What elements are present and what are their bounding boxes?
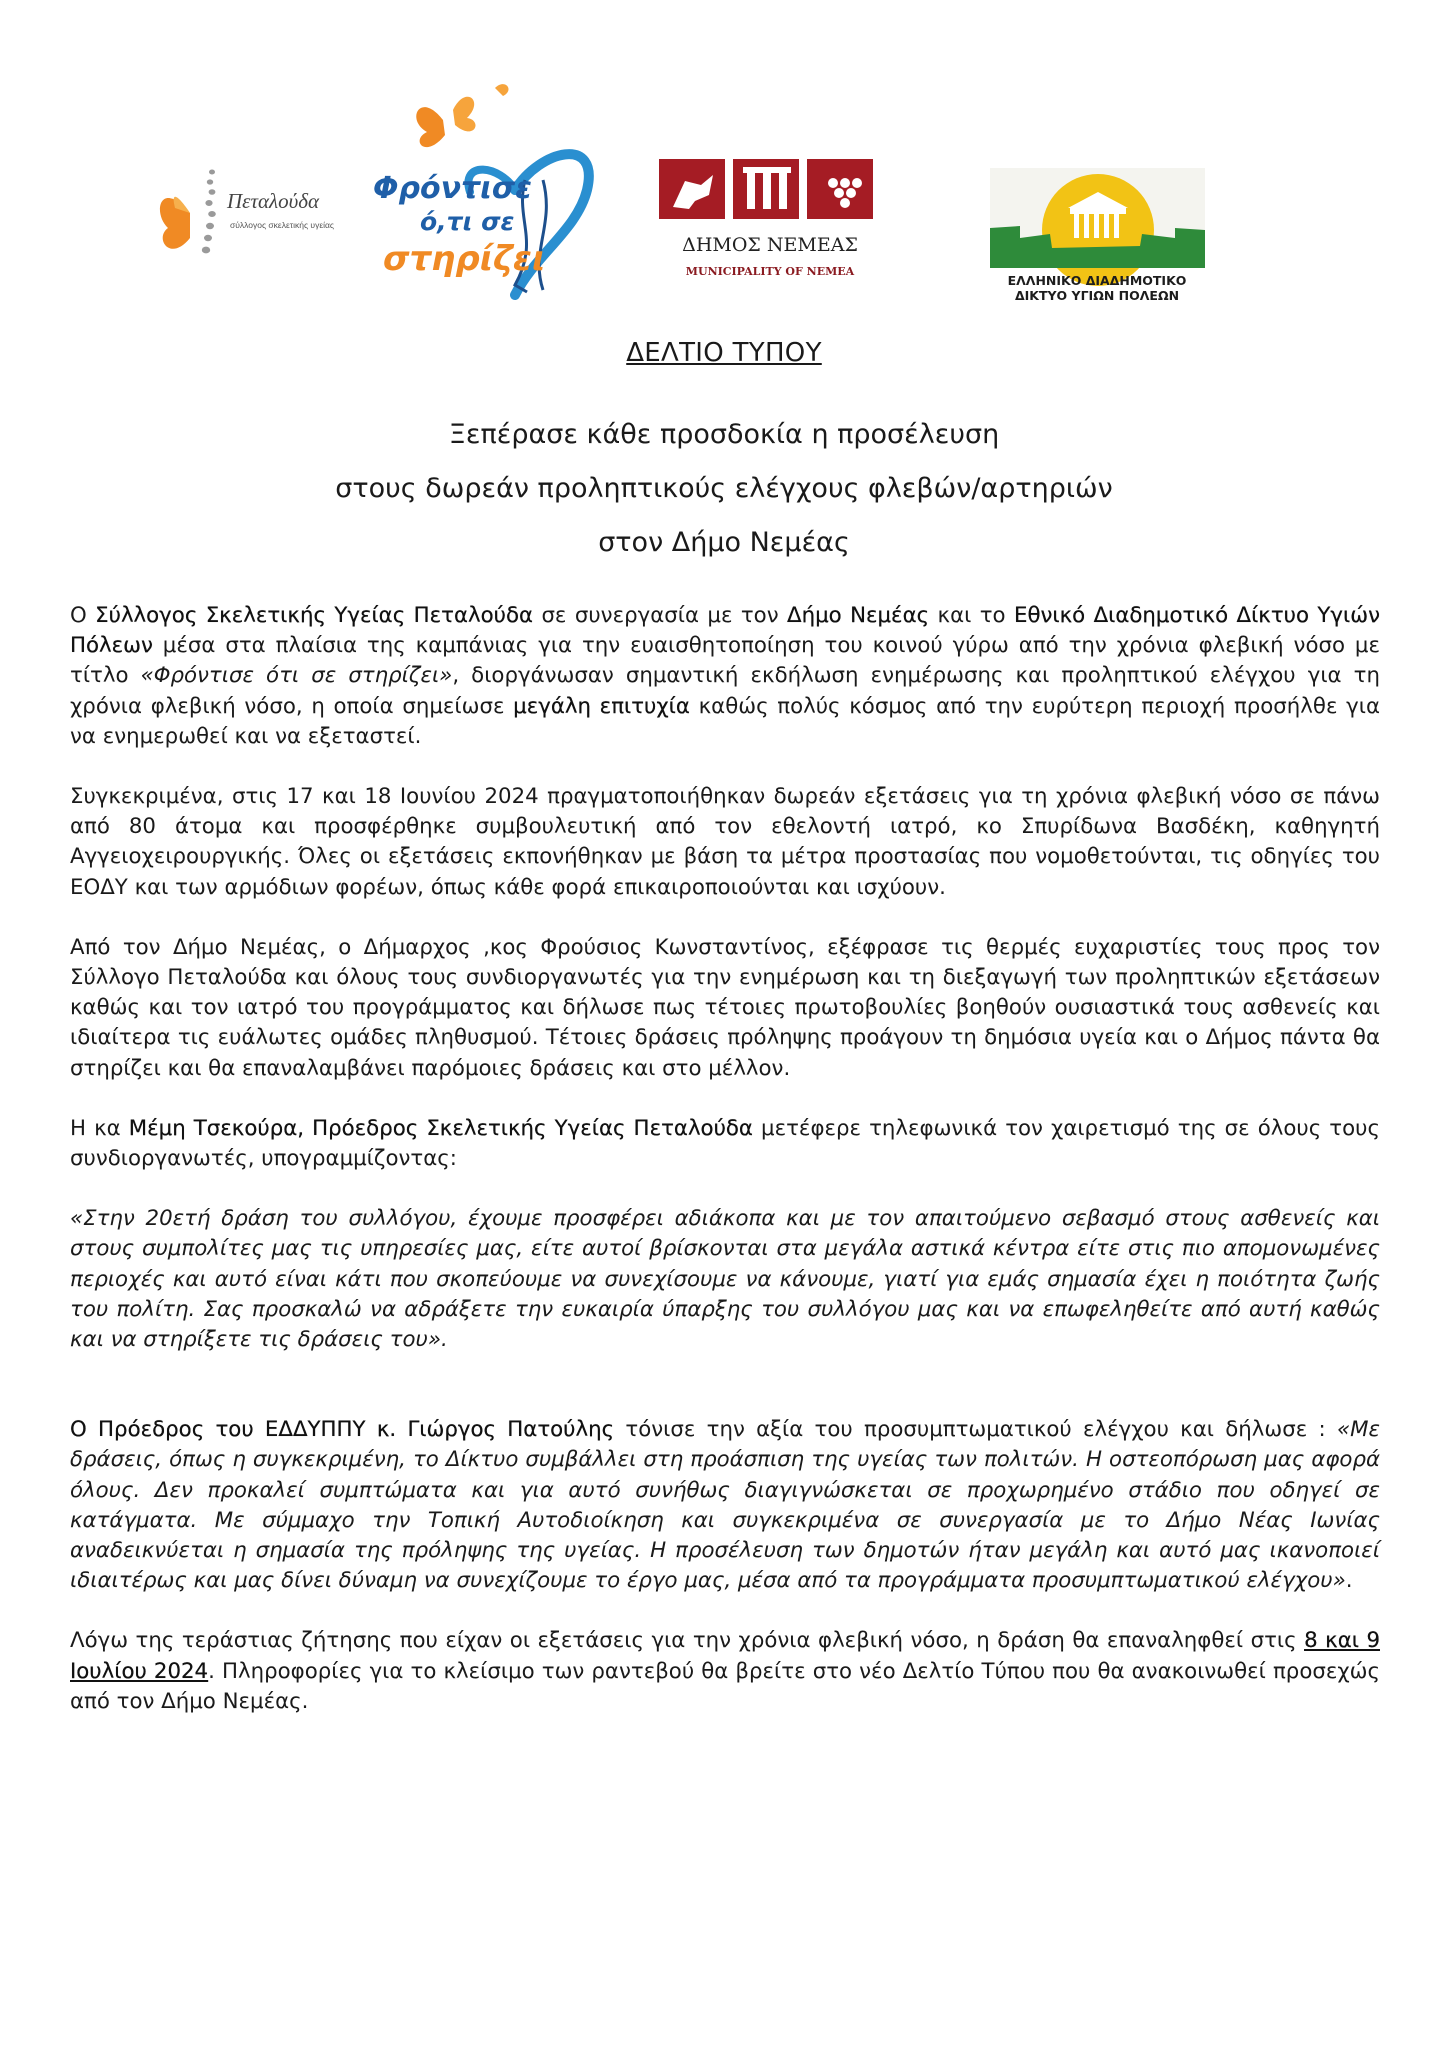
text-run: Λόγω της τεράστιας ζήτησης που είχαν οι εξετάσεις για την χρόνια φλεβική νόσο, η δράση θα επαναληφθεί στις <box>70 1628 1305 1654</box>
municipality-nemea-logo <box>655 155 885 287</box>
headline-line-3: στον Δήμο Νεμέας <box>598 527 850 558</box>
svg-text:Πεταλούδα: Πεταλούδα <box>227 189 319 213</box>
svg-text:ΔΗΜΟΣ ΝΕΜΕΑΣ: ΔΗΜΟΣ ΝΕΜΕΑΣ <box>682 234 858 256</box>
text-run: τόνισε την αξία του προσυμπτωματικού ελέγχου και δήλωσε : <box>614 1417 1337 1443</box>
paragraph-intro <box>70 601 1380 752</box>
org-name-nemea: Δήμο Νεμέας <box>787 603 930 628</box>
svg-text:ΔΙΚΤΥΟ ΥΓΙΩΝ ΠΟΛΕΩΝ: ΔΙΚΤΥΟ ΥΓΙΩΝ ΠΟΛΕΩΝ <box>1014 288 1180 303</box>
text-run: μέσα στα πλαίσια της καμπάνιας για την ευαισθητοποίηση του κοινού γύρω από την χρόνια φλεβική νόσο με τίτλο <box>70 633 1380 689</box>
text-run: Ο <box>70 603 96 628</box>
text-run: και το <box>929 603 1014 628</box>
text-run: . <box>1345 1568 1353 1594</box>
logo-strip <box>0 0 1448 320</box>
svg-text:στηρίζει: στηρίζει <box>383 239 546 279</box>
svg-text:ό,τι σε: ό,τι σε <box>420 207 515 236</box>
paragraph-quote: «Στην 20ετή δράση του συλλόγου, έχουμε προσφέρει αδιάκοπα και με τον απαιτούμενο σεβασμό στους ασθενείς και στους συμπολίτες μας τις υπηρεσίες μας, είτε αυτοί βρίσκονται στα μεγάλα αστικά κέντρα είτε στις πιο απομονωμένες περιοχές και αυτό είναι κάτι που σκοπεύουμε να συνεχίσουμε να κάνουμε, γιατί για εμάς σημασία έχει η ποιότητα ζωής του πολίτη. Σας προσκαλώ να αδράξετε την ευκαιρία ύπαρξης του συλλόγου μας και να επωφεληθείτε από αυτή καθώς και να στηρίξετε τις δράσεις του». <box>70 1206 1380 1353</box>
press-release-body <box>70 601 1380 1717</box>
frontise-campaign-logo <box>365 80 605 305</box>
org-name-network: Εθνικό Διαδημοτικό Δίκτυο Υγιών Πόλεων <box>70 603 1380 659</box>
text-run: . Πληροφορίες για το κλείσιμο των ραντεβού θα βρείτε στο νέο Δελτίο Τύπου που θα ανακοινωθεί προσεχώς από τον Δήμο Νεμέας. <box>70 1658 1380 1714</box>
headline-line-2: στους δωρεάν προληπτικούς ελέγχους φλεβών/αρτηριών <box>335 473 1113 504</box>
svg-text:σύλλογος σκελετικής υγείας: σύλλογος σκελετικής υγείας <box>230 220 335 230</box>
text-run: μετέφερε τηλεφωνικά τον χαιρετισμό της σε όλους τους συνδιοργανωτές, υπογραμμίζοντας: <box>70 1115 1380 1172</box>
text-run: Η κα <box>70 1115 129 1141</box>
event-dates: 8 και 9 Ιουλίου 2024 <box>70 1628 1380 1684</box>
paragraph-president-intro <box>70 1114 1380 1174</box>
text-run: , διοργάνωσαν σημαντική εκδήλωση ενημέρωσης και προληπτικού ελέγχου για τη χρόνια φλεβική νόσο, η οποία σημείωσε <box>70 663 1380 719</box>
paragraph-mayor: Από τον Δήμο Νεμέας, ο Δήμαρχος ,κος Φρούσιος Κωνσταντίνος, εξέφρασε τις θερμές ευχαριστίες τους προς τον Σύλλογο Πεταλούδα και όλους τους συνδιοργανωτές για την ενημέρωση και τη διεξαγωγή των προληπτικών εξετάσεων καθώς και τον ιατρό του προγράμματος και δήλωσε πως τέτοιες πρωτοβουλίες βοηθούν ουσιαστικά τους ασθενείς και ιδιαίτερα τις ευάλωτες ομάδες πληθυσμού. Τέτοιες δράσεις πρόληψης προάγουν τη δημόσια υγεία και ο Δήμος πάντα θα στηρίζει και θα επαναλαμβάνει παρόμοιες δράσεις και στο μέλλον. <box>70 934 1380 1081</box>
headline-line-1: Ξεπέρασε κάθε προσδοκία η προσέλευση <box>448 419 1000 450</box>
network-quote: «Με δράσεις, όπως η συγκεκριμένη, το Δίκτυο συμβάλλει στη προάσπιση της υγείας των πολιτών. Η οστεοπόρωση μας αφορά όλους. Δεν προκαλεί συμπτώματα και για αυτό συνήθως διαγιγνώσκεται σε προχωρημένο στάδιο που οδηγεί σε κατάγματα. Με σύμμαχο την Τοπική Αυτοδιοίκηση και συγκεκριμένα σε συνεργασία με το Δήμο Νέας Ιωνίας αναδεικνύεται η σημασία της πρόληψης της υγείας. Η προσέλευση των δημοτών ήταν μεγάλη και αυτό μας ικανοποιεί ιδιαιτέρως και μας δίνει δύναμη να συνεχίζουμε το έργο μας, μέσα από τα προγράμματα προσυμπτωματικού ελέγχου» <box>70 1417 1380 1594</box>
speaker-name: Μέμη Τσεκούρα, Πρόεδρος Σκελετικής Υγείας Πεταλούδα <box>128 1115 753 1141</box>
svg-text:ΕΛΛΗΝΙΚΟ ΔΙΑΔΗΜΟΤΙΚΟ: ΕΛΛΗΝΙΚΟ ΔΙΑΔΗΜΟΤΙΚΟ <box>1007 273 1187 288</box>
headline <box>0 408 1448 570</box>
paragraph-details: Συγκεκριμένα, στις 17 και 18 Ιουνίου 2024 πραγματοποιήθηκαν δωρεάν εξετάσεις για τη χρόνια φλεβική νόσο σε πάνω από 80 άτομα και προσφέρθηκε συμβουλευτική από τον εθελοντή ιατρό, κο Σπυρίδωνα Βασδέκη, καθηγητή Αγγειοχειρουργικής. Όλες οι εξετάσεις εκπονήθηκαν με βάση τα μέτρα προστασίας που νομοθετούνται, τις οδηγίες του ΕΟΔΥ και των αρμόδιων φορέων, όπως κάθε φορά επικαιροποιούνται και ισχύουν. <box>70 784 1380 900</box>
org-name-petalouda: Σύλλογος Σκελετικής Υγείας Πεταλούδα <box>95 603 534 628</box>
paragraph-network-president <box>70 1415 1380 1596</box>
healthy-cities-network-logo <box>990 168 1205 303</box>
speaker-name: Ο Πρόεδρος του ΕΔΔΥΠΠΥ κ. Γιώργος Πατούλης <box>70 1417 615 1443</box>
petalouda-logo <box>150 158 345 276</box>
paragraph-repeat-event <box>70 1626 1380 1717</box>
text-run: καθώς πολύς κόσμος από την ευρύτερη περιοχή προσήλθε για να ενημερωθεί και να εξεταστεί. <box>70 693 1380 749</box>
document-title: ΔΕΛΤΙΟ ΤΥΠΟΥ <box>626 338 822 368</box>
highlight-success: μεγάλη επιτυχία <box>513 693 690 719</box>
svg-text:MUNICIPALITY OF NEMEA: MUNICIPALITY OF NEMEA <box>685 265 855 278</box>
text-run: σε συνεργασία με τον <box>533 603 788 628</box>
campaign-title: «Φρόντισε ότι σε στηρίζει» <box>140 663 453 689</box>
svg-text:Φρόντισε: Φρόντισε <box>373 171 532 206</box>
